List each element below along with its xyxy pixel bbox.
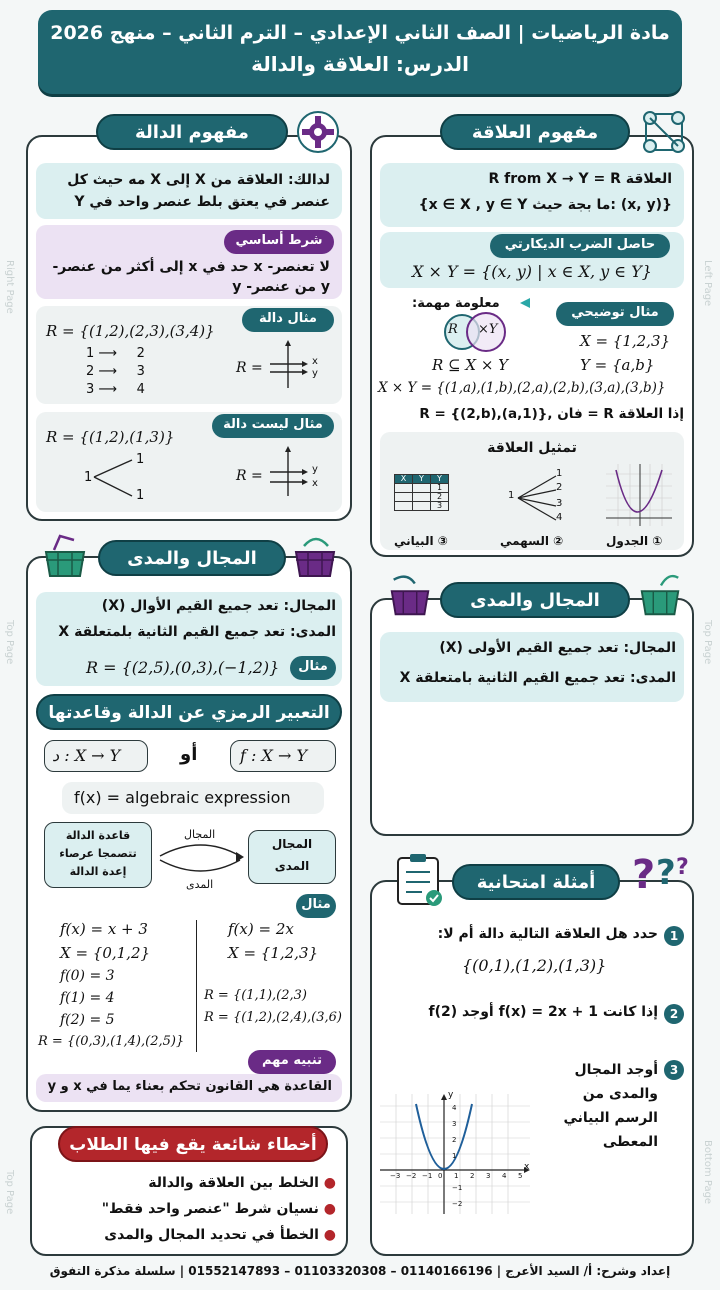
non-function-set: R = {(1,2),(1,3)}	[46, 428, 175, 446]
rule-arrow-bottom: المدى	[186, 878, 214, 891]
ex2-line: R = {(1,1),(2,3)	[204, 988, 307, 1003]
ex1-line: f(x) = x + 3	[60, 920, 148, 938]
function-example-set: R = {(1,2),(2,3),(3,4)}	[46, 322, 215, 340]
venn-label-xy: ×Y	[478, 322, 498, 337]
header-line2: الدرس: العلاقة والدالة	[251, 52, 469, 76]
venn-label-r: R	[448, 322, 458, 337]
domain-left-example-tag: مثال	[290, 656, 336, 680]
domain-range-right-title: المجال والمدى	[440, 582, 630, 618]
ex1-line: R = {(0,3),(1,4),(2,5)}	[38, 1034, 185, 1049]
x-tick: 5	[518, 1172, 523, 1180]
non-function-arrows	[88, 452, 138, 502]
subset-statement: R ⊆ X × Y	[432, 356, 509, 374]
question-3: أوجد المجال والمدى من الرسم البياني المعطى	[563, 1062, 658, 1150]
arrow-right-value: 4	[556, 512, 563, 523]
svg-text:?: ?	[676, 855, 689, 880]
target-line2: المدى	[274, 859, 310, 873]
x-tick: 0	[438, 1172, 443, 1180]
non-graph-y: y	[312, 464, 318, 475]
graph-x-ticks	[390, 1172, 540, 1180]
x-tick: −1	[422, 1172, 433, 1180]
basket-icon	[386, 572, 434, 620]
expression: f(x) = algebraic expression	[74, 788, 291, 807]
graph-y-ticks	[452, 1100, 462, 1212]
list-item	[102, 1222, 336, 1248]
ex2-line: f(x) = 2x	[228, 920, 294, 938]
range-right-def: المدى: تعد جميع القيم الثانية بامتعلقة X	[399, 670, 676, 686]
non-function-tag: مثال ليست دالة	[212, 414, 334, 438]
y-tick: 2	[452, 1136, 457, 1144]
mistake-text: الخلط بين العلاقة والدالة	[148, 1175, 319, 1191]
non-arrow-right: 1	[136, 488, 145, 503]
ex1-line: f(2) = 5	[60, 1012, 115, 1028]
target-line1: المجال	[271, 837, 313, 851]
svg-text:?: ?	[632, 852, 656, 896]
relation-then: إذا العلاقة R = فان ,{(1,a),(2,b)} = R	[419, 406, 684, 422]
ex1-line: f(1) = 4	[60, 990, 115, 1006]
ex2-line: R = {(1,2),(2,4),(3,6)	[204, 1010, 342, 1025]
notation-title: التعبير الرمزي عن الدالة وقاعدتها	[36, 694, 342, 730]
relation-y-set: Y = {a,b}	[580, 356, 655, 374]
x-tick: 3	[486, 1172, 491, 1180]
warning-tag: تنبيه مهم	[248, 1050, 336, 1074]
domain-right-def: المجال: تعد جميع القيم الأولى (X)	[439, 640, 676, 656]
mapping-pair-row	[86, 346, 145, 361]
side-label-top-page-3: Top Page	[4, 1170, 15, 1215]
non-graph-x: x	[312, 478, 318, 489]
x-tick: 1	[454, 1172, 459, 1180]
ex2-line: X = {1,2,3}	[228, 944, 319, 962]
target-box	[248, 830, 336, 884]
basic-condition-text: لا تعنصر- x حد في x إلى أكثر من عنصر- y من عنصر- y	[52, 259, 330, 295]
mapping-output: 4	[136, 382, 145, 397]
basket-icon	[40, 532, 90, 582]
x-tick: 4	[502, 1172, 507, 1180]
side-label-top-page-1: Top Page	[4, 620, 15, 665]
domain-left-def: المجال: تعد جميع القيم الأوال (X)	[101, 598, 336, 614]
cartesian-formula: X × Y = {(x, y) | x ∈ X, y ∈ Y}	[412, 262, 652, 281]
representation-title: تمثيل العلاقة	[487, 440, 577, 456]
notation-form1: د : X → Y	[52, 746, 121, 765]
function-graph-x: x	[312, 356, 318, 367]
clipboard-icon	[394, 852, 444, 908]
bullet-icon: ●	[318, 1201, 336, 1217]
y-tick: 1	[452, 1152, 457, 1160]
function-graph-r: R =	[236, 360, 263, 376]
arrow-right-value: 1	[556, 468, 563, 479]
mapping-input: 1	[86, 346, 95, 361]
table-cell: 2	[431, 493, 449, 502]
graph-axis-x: x	[524, 1162, 530, 1172]
arrow-left-value: 1	[508, 490, 515, 501]
list-item	[102, 1170, 336, 1196]
basic-condition-tag: شرط أساسي	[224, 230, 334, 254]
function-axes-graphic	[268, 340, 308, 390]
function-title: مفهوم الدالة	[96, 114, 288, 150]
function-definition-box	[36, 163, 342, 219]
rule-text: قاعدة الدالة تتصمجا عرصاء إعدة الدالة	[59, 829, 137, 878]
mapping-pair-row	[86, 364, 145, 379]
x-tick: −3	[390, 1172, 401, 1180]
question-2: إذا كانت f(x) = 2x + 1 أوجد f(2)	[428, 1004, 658, 1020]
ex1-line: f(0) = 3	[60, 968, 115, 984]
list-item	[102, 1196, 336, 1222]
header-banner	[38, 10, 682, 94]
y-tick: 4	[452, 1104, 457, 1112]
non-graph-r: R =	[236, 468, 263, 484]
relation-title: مفهوم العلاقة	[440, 114, 630, 150]
ex1-line: X = {0,1,2}	[60, 944, 151, 962]
graph-axis-y: y	[448, 1090, 454, 1100]
mapping-output: 3	[136, 364, 145, 379]
relation-definition-box	[380, 163, 684, 227]
notation-form2: f : X → Y	[240, 746, 308, 765]
mistake-text: الخطأ في تحديد المجال والمدى	[104, 1227, 319, 1243]
y-tick: −1	[452, 1184, 463, 1192]
table-header-cell: Y	[431, 475, 449, 484]
notation-example-tag: مثال	[296, 894, 336, 918]
exam-title: أمثلة امتحانية	[452, 864, 620, 900]
side-label-top-page-2: Top Page	[702, 620, 713, 665]
mapping-input: 3	[86, 382, 95, 397]
table-cell: 1	[431, 484, 449, 493]
domain-range-left-title: المجال والمدى	[98, 540, 286, 576]
gear-icon	[296, 110, 340, 154]
function-def: لدالك: العلاقة من X إلى X مه حيث كل عنصر في يعتق بلط عنصر واحد في Y	[67, 172, 330, 210]
rep-graph-label: ③ البياني	[394, 534, 448, 548]
rep-table-label: ① الجدول	[606, 534, 663, 548]
mistakes-title: أخطاء شائعة يقع فيها الطلاب	[58, 1126, 328, 1162]
question-number: 1	[664, 926, 684, 946]
pointer-triangle-icon	[520, 298, 530, 308]
non-function-axes-graphic	[268, 446, 308, 498]
arrow-icon: ⟶	[98, 382, 118, 397]
table-cell: 3	[431, 502, 449, 511]
bullet-icon: ●	[318, 1175, 336, 1191]
relation-def-line2: {(x, y) :ما بجة حيث x ∈ X , y ∈ Y}	[418, 197, 672, 213]
question-1: حدد هل العلاقة التالية دالة أم لا:	[437, 926, 658, 942]
arrow-right-value: 2	[556, 482, 563, 493]
arrow-icon: ⟶	[98, 346, 118, 361]
basket-icon	[290, 532, 340, 582]
table-cell	[413, 502, 431, 511]
function-example-tag: مثال دالة	[242, 308, 334, 332]
x-tick: 2	[470, 1172, 475, 1180]
rule-box	[44, 822, 152, 888]
function-graph-y: y	[312, 368, 318, 379]
y-tick: −2	[452, 1200, 463, 1208]
rule-arrow-top: المجال	[184, 828, 216, 841]
relation-diagram-icon	[640, 108, 688, 156]
question-number: 3	[664, 1060, 684, 1080]
side-label-left-page: Left Page	[702, 260, 713, 307]
basket-icon	[636, 572, 684, 620]
warning-box	[36, 1074, 342, 1102]
table-cell	[413, 484, 431, 493]
arrow-right-value: 3	[556, 498, 563, 509]
question-marks-icon	[630, 848, 694, 896]
non-arrow-left: 1	[84, 470, 93, 485]
examples-divider	[196, 920, 197, 1052]
relation-def-line1: العلاقة R from X → Y = R	[488, 171, 672, 187]
arrow-icon: ⟶	[98, 364, 118, 379]
cartesian-product-example: X × Y = {(1,a),(1,b),(2,a),(2,b),(3,a),(3,b)}	[378, 380, 666, 396]
important-note: معلومة مهمة:	[412, 296, 500, 311]
range-left-def: المدى: تعد جميع القيم الثانية بلمتعلقة X	[58, 624, 336, 640]
cartesian-tag: حاصل الضرب الديكارتي	[490, 234, 670, 258]
notation-or: أو	[180, 744, 198, 765]
bullet-icon: ●	[318, 1227, 336, 1243]
question-1-set: {(0,1),(1,2),(1,3)}	[462, 956, 607, 975]
mapping-input: 2	[86, 364, 95, 379]
table-row	[395, 502, 449, 511]
table-cell	[413, 493, 431, 502]
rule-arrows	[156, 838, 246, 878]
rep-table-graphic	[394, 474, 449, 511]
mistake-text: نسيان شرط "عنصر واحد فقط"	[101, 1201, 319, 1217]
mistakes-list	[102, 1170, 336, 1248]
mapping-pair-row	[86, 382, 145, 397]
mapping-output: 2	[136, 346, 145, 361]
rep-graph-graphic	[606, 464, 672, 526]
domain-left-example-set: R = {(2,5),(0,3),(−1,2)}	[86, 658, 280, 677]
rep-arrow-label: ② السهمي	[500, 534, 564, 548]
header-line1: مادة الرياضيات | الصف الثاني الإعدادي – الترم الثاني – منهج 2026	[50, 22, 670, 44]
svg-text:?: ?	[656, 853, 676, 893]
footer-credits: إعداد وشرح: أ/ السيد الأعرج | 01140166196 – 01103320308 – 01552147893 | سلسلة مذكرة التفوق	[49, 1264, 671, 1278]
table-header-cell: X	[395, 475, 413, 484]
non-arrow-right: 1	[136, 452, 145, 467]
relation-x-set: X = {1,2,3}	[580, 332, 671, 350]
table-header-cell: Y	[413, 475, 431, 484]
warning-text: القاعدة هي القانون تحكم بعناء يما في x و y	[47, 1079, 332, 1094]
side-label-bottom-page: Bottom Page	[702, 1140, 713, 1205]
side-label-right-page: Right Page	[4, 260, 15, 314]
domain-range-right-box	[380, 632, 684, 702]
y-tick: 3	[452, 1120, 457, 1128]
x-tick: −2	[406, 1172, 417, 1180]
question-number: 2	[664, 1004, 684, 1024]
relation-example-tag: مثال توضيحي	[556, 302, 674, 326]
